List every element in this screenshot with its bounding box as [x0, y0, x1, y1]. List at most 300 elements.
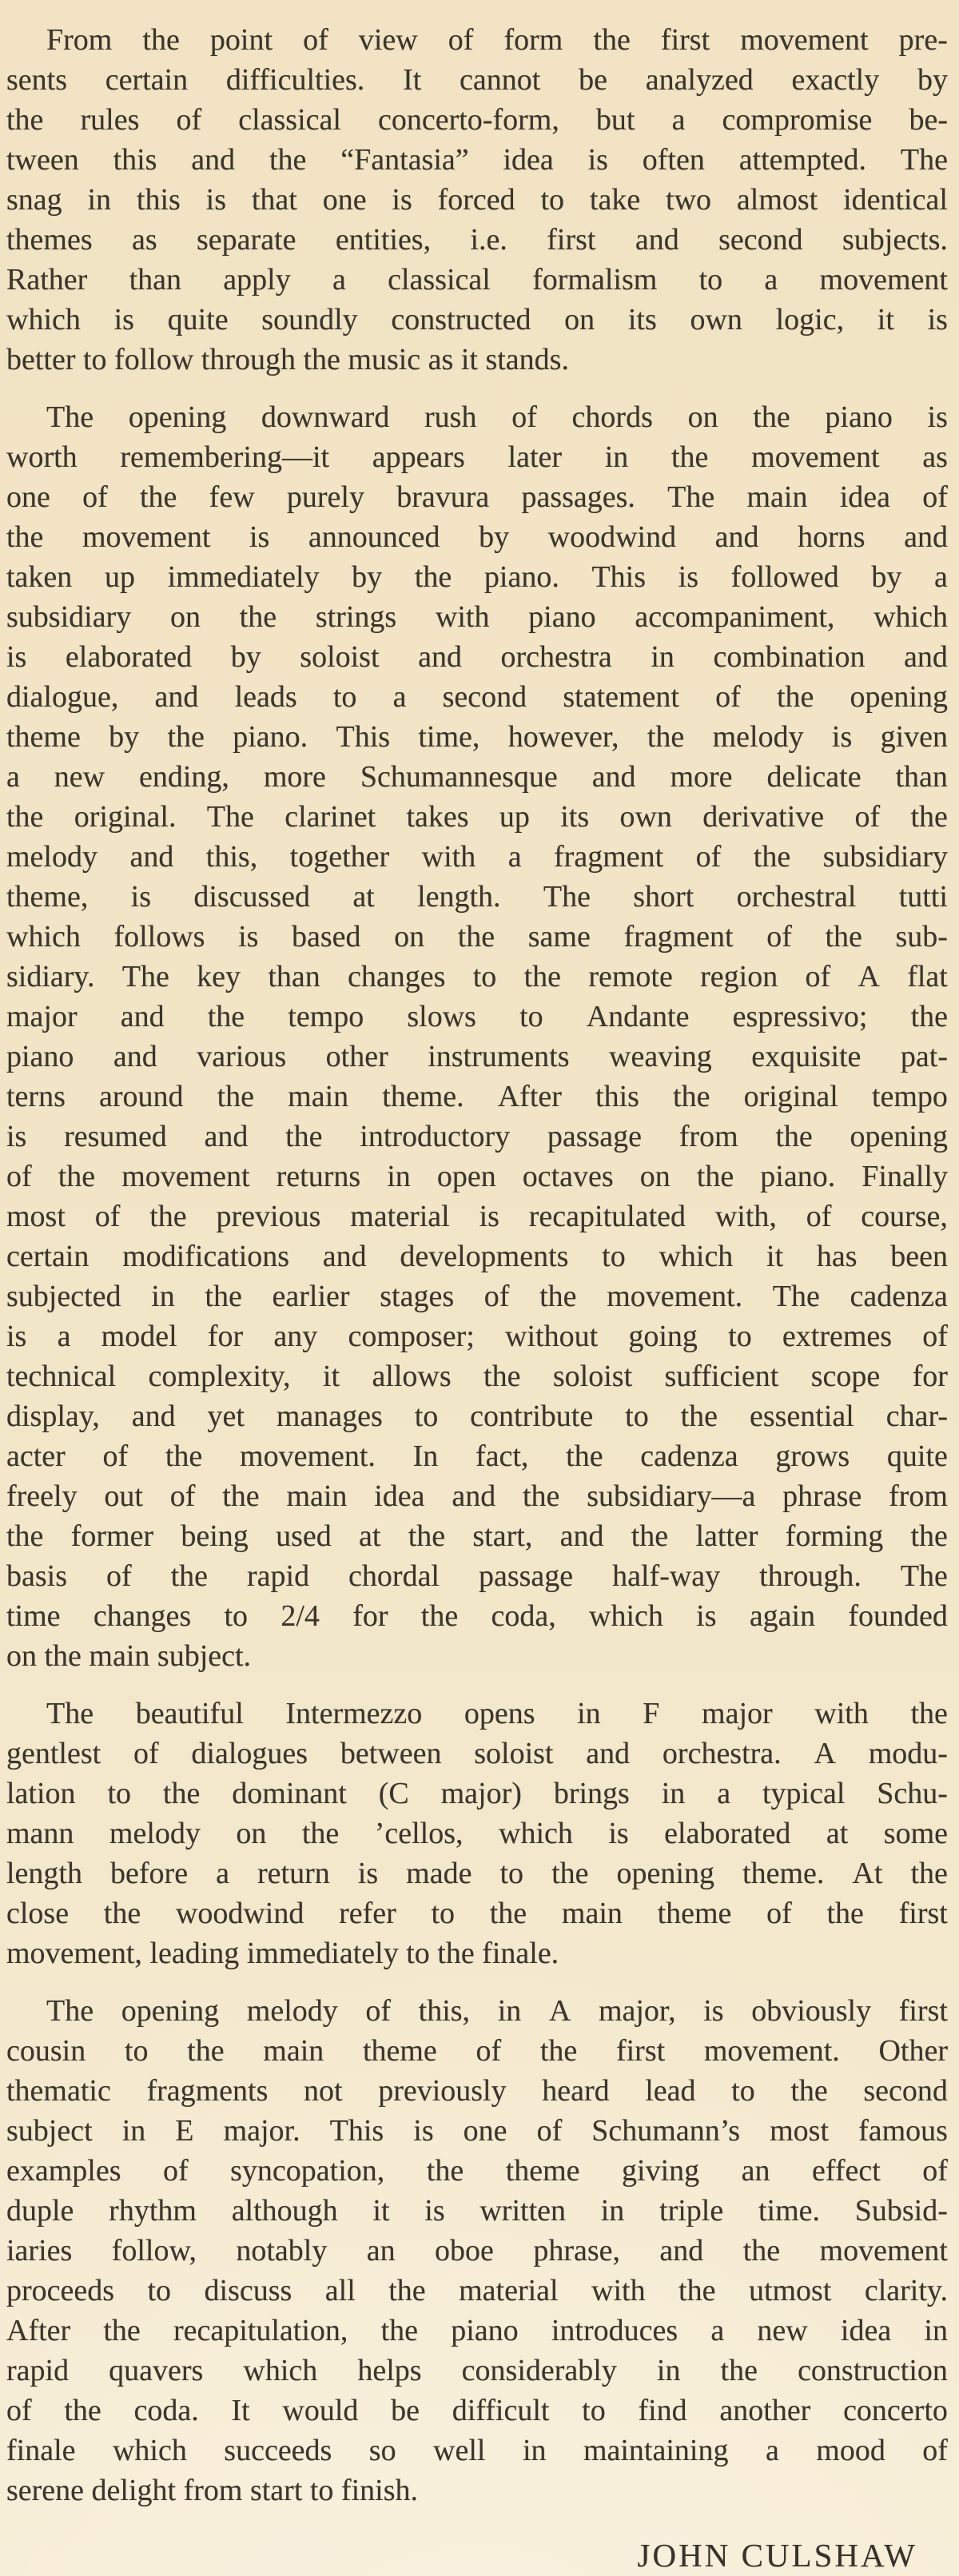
- word: form: [503, 23, 563, 57]
- word: the: [64, 2394, 101, 2427]
- word: considerably: [461, 2354, 617, 2387]
- word: soundly: [261, 303, 358, 336]
- word: again: [749, 1599, 816, 1633]
- word: at: [826, 1817, 849, 1850]
- word: in: [87, 183, 112, 217]
- word: quite: [886, 1439, 948, 1473]
- word: extremes: [782, 1320, 893, 1353]
- word: major): [440, 1777, 522, 1810]
- word: idea: [839, 480, 890, 514]
- word: subjects.: [842, 223, 948, 257]
- word: clarinet: [285, 800, 376, 834]
- text-line: [6, 1853, 948, 1893]
- word: introduces: [551, 2314, 678, 2347]
- word: to: [414, 1399, 439, 1433]
- word: short: [633, 880, 694, 914]
- word: more: [670, 760, 733, 794]
- word: lead: [645, 2074, 696, 2108]
- word: The: [900, 1559, 948, 1593]
- word: constructed: [391, 303, 531, 336]
- word: concerto: [843, 2394, 948, 2427]
- word: which: [112, 2434, 187, 2467]
- word: the: [167, 720, 205, 754]
- word: more: [263, 760, 326, 794]
- word: the: [380, 2314, 419, 2347]
- word: is: [205, 183, 227, 217]
- word: utmost: [748, 2274, 832, 2307]
- word: main: [263, 2034, 324, 2068]
- text-line: [6, 1316, 948, 1356]
- text-line: [6, 837, 948, 877]
- word: delicate: [766, 760, 862, 794]
- word: coda,: [491, 1599, 556, 1633]
- word: would: [282, 2394, 359, 2427]
- word: themes: [6, 223, 93, 257]
- text-line: [6, 1356, 948, 1396]
- word: and: [452, 1479, 496, 1513]
- word: introductory: [360, 1120, 511, 1153]
- word: the: [910, 1000, 948, 1033]
- word: at: [358, 1519, 381, 1553]
- word: the: [269, 143, 307, 177]
- word: modu-: [868, 1737, 948, 1770]
- word: orchestra.: [662, 1737, 782, 1770]
- word: in: [151, 1280, 175, 1313]
- word: elaborated: [664, 1817, 791, 1850]
- word: to: [625, 1399, 649, 1433]
- word: which: [6, 303, 81, 336]
- text-line: [6, 1516, 948, 1556]
- word: of: [536, 2114, 563, 2148]
- word: the: [6, 1519, 44, 1553]
- word: earlier: [272, 1280, 350, 1313]
- text-line: [6, 597, 948, 637]
- word: statement: [563, 680, 679, 714]
- word: soloist: [300, 640, 380, 674]
- word: out: [104, 1479, 143, 1513]
- word: rules: [80, 103, 140, 137]
- word: two: [666, 183, 712, 217]
- paragraph: [6, 1991, 948, 2510]
- word: to: [728, 1320, 752, 1353]
- word: piano: [451, 2314, 519, 2347]
- word: dominant: [232, 1777, 347, 1810]
- word: is: [927, 400, 948, 434]
- word: certain: [105, 63, 189, 97]
- word: to: [431, 1897, 456, 1930]
- word: The: [543, 880, 591, 914]
- word: slows: [407, 1000, 476, 1033]
- word: of: [448, 23, 474, 57]
- text-line: [6, 757, 948, 797]
- word: a: [710, 2314, 725, 2347]
- word: so: [368, 2434, 396, 2467]
- word: fragment: [554, 840, 664, 874]
- word: and: [322, 1240, 367, 1273]
- word: theme.: [382, 1080, 464, 1113]
- word: going: [628, 1320, 698, 1353]
- word: the: [301, 1817, 340, 1850]
- word: ’cellos,: [374, 1817, 464, 1850]
- word: the: [678, 2274, 716, 2307]
- word: basis: [6, 1559, 67, 1593]
- word: with: [421, 840, 476, 874]
- text-line: [6, 1596, 948, 1636]
- word: acter: [6, 1439, 66, 1473]
- word: tween: [6, 143, 79, 177]
- text-line: [6, 100, 948, 140]
- word: cousin: [6, 2034, 86, 2068]
- word: piano.: [760, 1160, 836, 1193]
- word: theme.: [742, 1857, 825, 1890]
- word: of: [163, 2154, 189, 2188]
- word: this: [595, 1080, 639, 1113]
- word: given: [880, 720, 948, 754]
- word: the: [6, 103, 44, 137]
- word: up: [104, 560, 135, 594]
- word: resumed: [64, 1120, 167, 1153]
- word: rush: [424, 400, 477, 434]
- word: effect: [812, 2154, 881, 2188]
- word: formalism: [532, 263, 658, 297]
- word: Finally: [862, 1160, 948, 1193]
- word: logic,: [775, 303, 845, 336]
- word: After: [6, 2314, 71, 2347]
- word: the: [414, 560, 452, 594]
- word: and: [113, 1040, 157, 1073]
- word: The: [46, 400, 94, 434]
- word: in: [661, 1777, 686, 1810]
- word: new: [54, 760, 105, 794]
- word: theme: [505, 2154, 580, 2188]
- word: The: [667, 480, 715, 514]
- word: theme: [657, 1897, 732, 1930]
- word: main: [561, 1897, 623, 1930]
- word: before: [110, 1857, 189, 1890]
- word: few: [209, 480, 255, 514]
- word: famous: [858, 2114, 948, 2148]
- text-line: [6, 180, 948, 220]
- word: subject: [6, 2114, 93, 2148]
- word: classical: [388, 263, 491, 297]
- word: a: [57, 1320, 71, 1353]
- word: phrase: [782, 1479, 862, 1513]
- word: coda.: [133, 2394, 199, 2427]
- word: than: [895, 760, 948, 794]
- paragraph: [6, 1694, 948, 1973]
- text-line: [6, 877, 948, 917]
- word: the: [742, 2234, 781, 2267]
- word: of: [483, 1280, 510, 1313]
- word: worth: [6, 440, 78, 474]
- word: terns: [6, 1080, 66, 1113]
- word: sub-: [895, 920, 948, 954]
- word: is: [238, 920, 259, 954]
- word: piano: [825, 400, 893, 434]
- word: the: [696, 1160, 734, 1193]
- word: with: [435, 600, 490, 634]
- word: movement: [751, 440, 880, 474]
- word: view: [358, 23, 418, 57]
- word: (C: [378, 1777, 409, 1810]
- word: the: [671, 440, 709, 474]
- text-line: [6, 1814, 948, 1853]
- word: the: [239, 600, 277, 634]
- text-line: [6, 1774, 948, 1814]
- word: iaries: [6, 2234, 73, 2267]
- word: lation: [6, 1777, 76, 1810]
- word: from: [889, 1479, 948, 1513]
- word: the: [680, 1399, 718, 1433]
- word: close: [6, 1897, 70, 1930]
- text-line: [6, 637, 948, 677]
- word: forced: [437, 183, 515, 217]
- word: a: [765, 2434, 779, 2467]
- word: first: [615, 2034, 666, 2068]
- word: of: [6, 1160, 32, 1193]
- word: The: [772, 1280, 820, 1313]
- word: to: [731, 2074, 755, 2108]
- text-line: [6, 1117, 948, 1157]
- word: octaves: [522, 1160, 614, 1193]
- word: grows: [775, 1439, 850, 1473]
- text-line: [6, 2111, 948, 2151]
- word: dialogues: [191, 1737, 308, 1770]
- word: opening: [121, 1994, 220, 2028]
- word: major: [6, 1000, 78, 1033]
- word: and: [904, 640, 948, 674]
- word: of: [922, 1320, 948, 1353]
- word: a: [671, 103, 686, 137]
- word: it: [322, 1360, 340, 1393]
- word: difficult: [452, 2394, 550, 2427]
- text-line: [6, 1157, 948, 1196]
- word: i.e.: [470, 223, 507, 257]
- word: remembering—it: [120, 440, 330, 474]
- text-line: [6, 1276, 948, 1316]
- text-line: [6, 1991, 948, 2031]
- word: by: [871, 560, 902, 594]
- word: rapid: [247, 1559, 310, 1593]
- word: time: [6, 1599, 61, 1633]
- word: F: [643, 1697, 660, 1730]
- word: heard: [542, 2074, 610, 2108]
- word: most: [770, 2114, 830, 2148]
- word: to: [332, 680, 357, 714]
- word: attempted.: [738, 143, 867, 177]
- text-line: [6, 1694, 948, 1734]
- word: the: [103, 2314, 141, 2347]
- word: subsidiary: [822, 840, 948, 874]
- word: fact,: [475, 1439, 529, 1473]
- word: second: [718, 223, 803, 257]
- word: first: [898, 1994, 948, 2028]
- word: examples: [6, 2154, 121, 2188]
- word: theme,: [6, 880, 89, 914]
- word: The: [46, 1994, 94, 2028]
- word: its: [560, 800, 590, 834]
- word: together: [289, 840, 390, 874]
- word: modifications: [122, 1240, 290, 1273]
- word: second: [442, 680, 527, 714]
- word: a: [934, 560, 948, 594]
- word: A: [858, 960, 880, 993]
- word: subsidiary: [6, 600, 132, 634]
- word: Schumannesque: [360, 760, 558, 794]
- word: separate: [197, 223, 296, 257]
- word: is: [6, 640, 27, 674]
- word: complexity,: [148, 1360, 291, 1393]
- word: all: [324, 2274, 356, 2307]
- word: It: [403, 63, 422, 97]
- word: the: [162, 1777, 201, 1810]
- word: the: [483, 1360, 521, 1393]
- word: This: [336, 720, 391, 754]
- word: the: [551, 1857, 589, 1890]
- word: syncopation,: [230, 2154, 385, 2188]
- word: mood: [816, 2434, 885, 2467]
- word: piano: [6, 1040, 74, 1073]
- word: yet: [207, 1399, 245, 1433]
- word: first: [898, 1897, 948, 1930]
- word: idea: [503, 143, 554, 177]
- word: and: [129, 840, 174, 874]
- word: difficulties.: [225, 63, 365, 97]
- word: takes: [406, 800, 469, 834]
- word: between: [340, 1737, 442, 1770]
- text-line: [6, 1893, 948, 1933]
- text-line: [6, 957, 948, 997]
- word: same: [527, 920, 591, 954]
- word: weaving: [609, 1040, 712, 1073]
- word: gentlest: [6, 1737, 101, 1770]
- word: phrase,: [533, 2234, 620, 2267]
- word: previously: [378, 2074, 507, 2108]
- word: up: [499, 800, 530, 834]
- word: bravura: [396, 480, 490, 514]
- word: Rather: [6, 263, 88, 297]
- text-line: [6, 2231, 948, 2271]
- word: piano.: [233, 720, 308, 754]
- word: of: [922, 2154, 948, 2188]
- word: immediately: [167, 560, 320, 594]
- word: the: [285, 1120, 323, 1153]
- word: the: [207, 1000, 245, 1033]
- word: one: [463, 2114, 507, 2148]
- author-signature: JOHN CULSHAW: [637, 2537, 917, 2574]
- word: has: [816, 1240, 858, 1273]
- word: manages: [276, 1399, 383, 1433]
- word: the: [720, 2354, 758, 2387]
- word: movement: [819, 263, 948, 297]
- word: beautiful: [135, 1697, 244, 1730]
- text-line: [6, 2071, 948, 2111]
- text-line: [6, 20, 948, 60]
- word: in: [651, 640, 674, 674]
- word: later: [507, 440, 563, 474]
- word: another: [719, 2394, 811, 2427]
- word: movement: [82, 520, 211, 554]
- word: char-: [885, 1399, 948, 1433]
- word: and: [120, 1000, 165, 1033]
- word: melody: [246, 1994, 338, 2028]
- word: is: [6, 1120, 27, 1153]
- word: entities,: [335, 223, 432, 257]
- word: based: [292, 920, 361, 954]
- word: woodwind: [175, 1897, 304, 1930]
- word: to: [602, 1240, 626, 1273]
- word: soloist: [474, 1737, 554, 1770]
- word: chordal: [348, 1559, 440, 1593]
- word: dialogue,: [6, 680, 119, 714]
- word: and: [191, 143, 236, 177]
- word: often: [642, 143, 705, 177]
- text-line: [6, 997, 948, 1037]
- word: sidiary.: [6, 960, 95, 993]
- word: of: [476, 2034, 502, 2068]
- word: theme: [362, 2034, 437, 2068]
- word: which: [499, 1817, 573, 1850]
- word: be: [391, 2394, 420, 2427]
- word: flat: [907, 960, 948, 993]
- word: identical: [843, 183, 948, 217]
- word: and: [418, 640, 462, 674]
- word: which: [659, 1240, 734, 1273]
- word: freely: [6, 1479, 78, 1513]
- word: material: [459, 2274, 559, 2307]
- word: a: [507, 840, 522, 874]
- word: and: [131, 1399, 176, 1433]
- word: which: [873, 600, 948, 634]
- word: in: [604, 440, 629, 474]
- word: of: [94, 1200, 121, 1233]
- word: being: [181, 1519, 249, 1553]
- word: which: [589, 1599, 663, 1633]
- text-line: [6, 2431, 948, 2470]
- word: sents: [6, 63, 67, 97]
- word: it: [766, 1240, 784, 1273]
- word: the: [825, 920, 862, 954]
- word: one: [322, 183, 367, 217]
- word: quite: [167, 303, 229, 336]
- word: downward: [261, 400, 390, 434]
- word: helps: [357, 2354, 422, 2387]
- word: open: [436, 1160, 496, 1193]
- text-line: [6, 557, 948, 597]
- word: major,: [598, 1994, 676, 2028]
- word: snag: [6, 183, 62, 217]
- word: idea: [840, 2314, 892, 2347]
- word: of: [766, 920, 792, 954]
- word: some: [883, 1817, 948, 1850]
- word: but: [595, 103, 635, 137]
- word: in: [522, 2434, 547, 2467]
- word: and: [714, 520, 759, 554]
- text-line: [6, 2031, 948, 2071]
- word: changes: [93, 1599, 192, 1633]
- word: melody: [6, 840, 97, 874]
- word: Schu-: [877, 1777, 948, 1810]
- word: is: [831, 720, 853, 754]
- word: classical: [238, 103, 341, 137]
- word: almost: [736, 183, 818, 217]
- word: ending,: [139, 760, 229, 794]
- text-line: [6, 477, 948, 517]
- word: of: [133, 1737, 159, 1770]
- word: on: [169, 600, 201, 634]
- word: the: [647, 720, 685, 754]
- word: the: [103, 1897, 141, 1930]
